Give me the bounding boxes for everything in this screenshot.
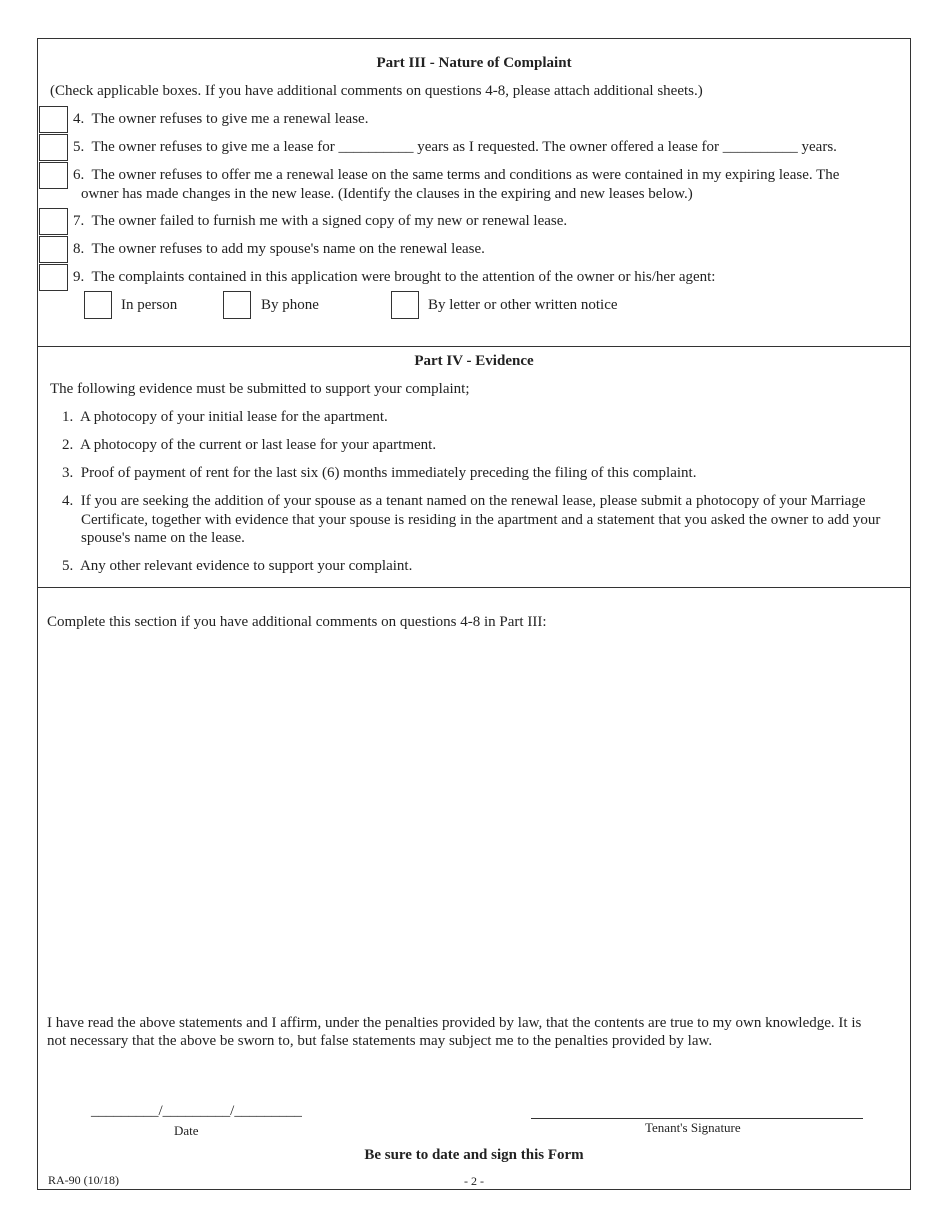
section-divider-1 (37, 346, 911, 347)
option-in-person-label: In person (121, 297, 178, 313)
item-5 (73, 139, 837, 156)
page-number: - 2 - (464, 1174, 484, 1188)
evidence-item-2 (62, 437, 436, 454)
checkbox-item-7[interactable] (39, 208, 68, 235)
evidence-item-5-text: Any other relevant evidence to support your complaint. (79, 558, 413, 574)
affirmation-line-2: not necessary that the above be sworn to, but false statements may subject me to the penalties provided by law. (47, 1033, 713, 1049)
item-7-text: The owner failed to furnish me with a signed copy of my new or renewal lease. (91, 213, 568, 229)
checkbox-by-phone[interactable] (223, 291, 251, 319)
item-4-number: 4. (73, 111, 85, 127)
option-by-letter-label: By letter or other written notice (428, 297, 618, 313)
evidence-item-4-number: 4. (62, 493, 74, 509)
date-label: Date (174, 1123, 199, 1138)
part3-title: Part III - Nature of Complaint (376, 55, 572, 71)
evidence-item-3 (62, 465, 696, 482)
evidence-item-3-number: 3. (62, 465, 74, 481)
evidence-item-4-text: If you are seeking the addition of your spouse as a tenant named on the renewal lease, please submit a photocopy of your Marriage (80, 493, 866, 509)
signature-line[interactable] (531, 1118, 863, 1119)
sign-reminder: Be sure to date and sign this Form (364, 1147, 584, 1163)
item-5-number: 5. (73, 139, 85, 155)
item-8 (73, 241, 485, 258)
evidence-item-1-text: A photocopy of your initial lease for the apartment. (79, 409, 388, 425)
evidence-item-4-line2: Certificate, together with evidence that your spouse is residing in the apartment and a statement that you asked the owner to add your (81, 512, 881, 528)
checkbox-item-8[interactable] (39, 236, 68, 263)
evidence-item-5 (62, 558, 412, 575)
part4-title: Part IV - Evidence (414, 353, 534, 369)
evidence-item-3-text: Proof of payment of rent for the last six (6) months immediately preceding the filing of this complaint. (80, 465, 697, 481)
section-divider-2 (37, 587, 911, 588)
evidence-item-5-number: 5. (62, 558, 74, 574)
item-6-number: 6. (73, 167, 85, 183)
item-7-number: 7. (73, 213, 85, 229)
item-8-number: 8. (73, 241, 85, 257)
evidence-item-1-number: 1. (62, 409, 74, 425)
comments-area[interactable] (47, 640, 902, 1000)
checkbox-item-9[interactable] (39, 264, 68, 291)
item-9 (73, 269, 715, 286)
evidence-item-4 (62, 493, 866, 510)
part3-instructions: (Check applicable boxes. If you have additional comments on questions 4-8, please attach additional sheets.) (50, 83, 703, 99)
item-4 (73, 111, 368, 128)
item-4-text: The owner refuses to give me a renewal lease. (91, 111, 369, 127)
item-9-number: 9. (73, 269, 85, 285)
item-8-text: The owner refuses to add my spouse's name on the renewal lease. (91, 241, 485, 257)
form-id: RA-90 (10/18) (48, 1173, 119, 1187)
checkbox-item-5[interactable] (39, 134, 68, 161)
checkbox-item-4[interactable] (39, 106, 68, 133)
item-9-text: The complaints contained in this application were brought to the attention of the owner or his/her agent: (91, 269, 716, 285)
option-by-phone-label: By phone (261, 297, 319, 313)
date-field[interactable]: _________/_________/_________ (91, 1103, 302, 1119)
comments-prompt: Complete this section if you have additional comments on questions 4-8 in Part III: (47, 614, 547, 630)
checkbox-item-6[interactable] (39, 162, 68, 189)
item-6 (73, 167, 839, 184)
item-6-text-continued: owner has made changes in the new lease. (Identify the clauses in the expiring and new leases below.) (81, 186, 693, 202)
part4-intro: The following evidence must be submitted to support your complaint; (50, 381, 470, 397)
evidence-item-4-line3: spouse's name on the lease. (81, 530, 245, 546)
item-7 (73, 213, 567, 230)
evidence-item-1 (62, 409, 388, 426)
checkbox-by-letter[interactable] (391, 291, 419, 319)
checkbox-in-person[interactable] (84, 291, 112, 319)
signature-label: Tenant's Signature (645, 1120, 741, 1135)
evidence-item-2-number: 2. (62, 437, 74, 453)
affirmation-line-1: I have read the above statements and I affirm, under the penalties provided by law, that the contents are true to my own knowledge. It is (47, 1015, 862, 1031)
evidence-item-2-text: A photocopy of the current or last lease for your apartment. (79, 437, 437, 453)
item-5-text: The owner refuses to give me a lease for __________ years as I requested. The owner offered a lease for __________ years. (91, 139, 837, 155)
item-6-text: The owner refuses to offer me a renewal lease on the same terms and conditions as were contained in my expiring lease. The (91, 167, 840, 183)
